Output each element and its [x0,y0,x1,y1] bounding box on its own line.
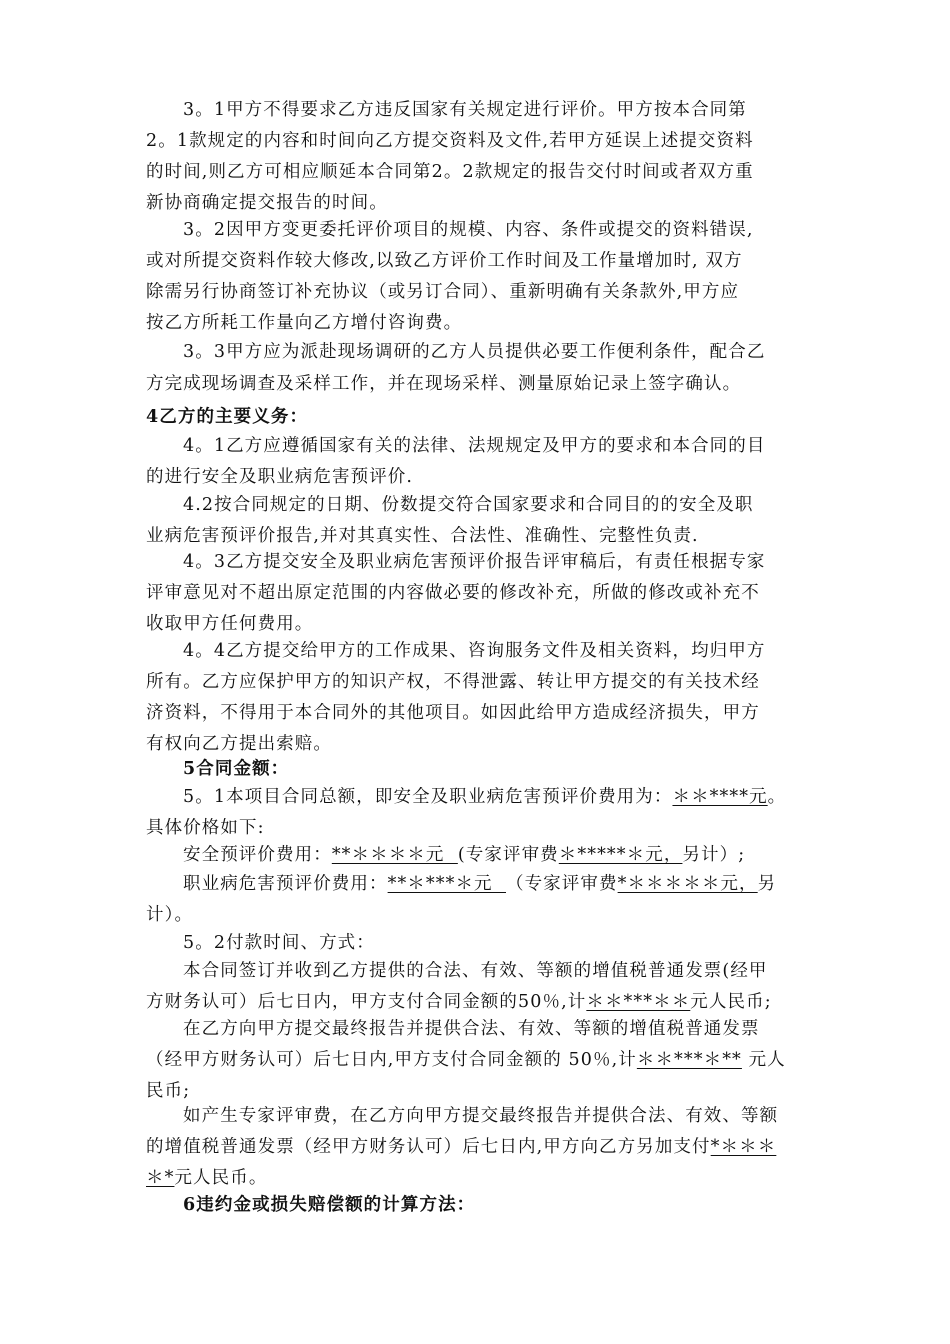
payment-clause-3 [146,1101,808,1194]
text-run: 5。1本项目合同总额，即安全及职业病危害预评价费用为： [183,787,673,807]
text-line: 本合同签订并收到乙方提供的合法、有效、等额的增值税普通发票(经甲 [183,961,768,981]
text-line: 4。3乙方提交安全及职业病危害预评价报告评审稿后，有责任根据专家 [183,552,766,572]
text-line [146,869,808,900]
text-line: 所有。乙方应保护甲方的知识产权，不得泄露、转让甲方提交的有关技术经 [146,672,760,692]
safety-fee-line [146,840,808,871]
fee-label: 安全预评价费用： [183,845,332,865]
section-4-heading [146,402,808,433]
payment-clause-1 [146,956,808,1018]
text-line: 除需另行协商签订补充协议（或另订合同）、重新明确有关条款外,甲方应 [146,282,740,302]
paragraph-3-1 [146,95,808,219]
text-line: 方完成现场调查及采样工作，并在现场采样、测量原始记录上签字确认。 [146,374,742,394]
text-run: （经甲方财务认可）后七日内,甲方支付合同金额的 50％,计 [146,1050,637,1070]
text-line [146,782,808,813]
safety-fee-amount: **＊＊＊＊元 [331,845,458,865]
payment-amount: *＊＊＊ [710,1137,777,1157]
text-line: 在乙方向甲方提交最终报告并提供合法、有效、等额的增值税普通发票 [183,1019,760,1039]
text-run: 。 [767,787,787,807]
text-line: 3。3甲方应为派赴现场调研的乙方人员提供必要工作便利条件，配合乙 [183,342,766,362]
text-line: 的进行安全及职业病危害预评价. [146,467,414,487]
payment-amount: ＊* [146,1168,175,1188]
text-line: 4。1乙方应遵循国家有关的法律、法规规定及甲方的要求和本合同的目 [183,436,766,456]
occupational-fee-amount: **＊***＊元 [387,874,506,894]
text-run: 的增值税普通发票（经甲方财务认可）后七日内,甲方向乙方另加支付 [146,1137,711,1157]
total-amount: ＊＊****元 [672,787,768,807]
text-line: 3。2因甲方变更委托评价项目的规模、内容、条件或提交的资料错误, [183,220,754,240]
expert-fee-amount: ＊*****＊元， [558,845,683,865]
text-line [146,840,808,871]
text-line: 2。1款规定的内容和时间向乙方提交资料及文件,若甲方延误上述提交资料 [146,131,754,151]
paragraph-4-4 [146,636,808,760]
occupational-fee-line [146,869,808,931]
text-line: 评审意见对不超出原定范围的内容做必要的修改补充，所做的修改或补充不 [146,583,760,603]
text-line [146,1132,808,1163]
paragraph-4-1 [146,431,808,493]
paragraph-5-1 [146,782,808,844]
text-run: 另 [757,874,777,894]
text-line [146,1045,808,1076]
text-line: 的时间,则乙方可相应顺延本合同第2。2款规定的报告交付时间或者双方重 [146,162,754,182]
text-run: 元人民币; [690,992,772,1012]
text-line: 新协商确定提交报告的时间。 [146,193,388,213]
section-6-heading [146,1190,808,1221]
text-line: 业病危害预评价报告,并对其真实性、合法性、准确性、完整性负责. [146,526,699,546]
text-line: 有权向乙方提出索赔。 [146,734,332,754]
text-run: 另计）; [682,845,746,865]
section-5-heading [146,754,808,785]
text-run: 方财务认可）后七日内，甲方支付合同金额的50％,计 [146,992,587,1012]
paragraph-3-2 [146,215,808,339]
payment-clause-2 [146,1014,808,1107]
heading-text: 5合同金额： [183,759,290,779]
text-run: 元人民币。 [174,1168,268,1188]
text-line: 按乙方所耗工作量向乙方增付咨询费。 [146,313,463,333]
text-run: 元人 [741,1050,786,1070]
fee-label: 职业病危害预评价费用： [183,874,388,894]
text-line: 4。4乙方提交给甲方的工作成果、咨询服务文件及相关资料，均归甲方 [183,641,766,661]
heading-text: 4乙方的主要义务： [146,407,309,427]
paragraph-4-2 [146,490,808,552]
text-line: 4.2按合同规定的日期、份数提交符合国家要求和合同目的的安全及职 [183,495,754,515]
paragraph-5-2 [146,928,808,959]
text-line: 收取甲方任何费用。 [146,614,314,634]
text-line: 济资料，不得用于本合同外的其他项目。如因此给甲方造成经济损失，甲方 [146,703,760,723]
paragraph-4-3 [146,547,808,640]
text-line: 民币; [146,1081,191,1101]
expert-fee-amount: *＊＊＊＊＊元， [617,874,758,894]
heading-text: 6违约金或损失赔偿额的计算方法： [183,1195,476,1215]
text-run: （专家评审费 [506,874,618,894]
text-line: 5。2付款时间、方式： [183,933,375,953]
payment-amount: ＊＊***＊** [636,1050,742,1070]
paragraph-3-3 [146,337,808,400]
payment-amount: ＊＊***＊＊ [586,992,691,1012]
text-line: 具体价格如下: [146,818,265,838]
text-line: 或对所提交资料作较大修改,以致乙方评价工作时间及工作量增加时, 双方 [146,251,743,271]
text-line: 计）。 [146,905,194,925]
text-run: (专家评审费 [457,845,559,865]
text-line: 3。1甲方不得要求乙方违反国家有关规定进行评价。甲方按本合同第 [183,100,747,120]
text-line: 如产生专家评审费，在乙方向甲方提交最终报告并提供合法、有效、等额 [183,1106,779,1126]
